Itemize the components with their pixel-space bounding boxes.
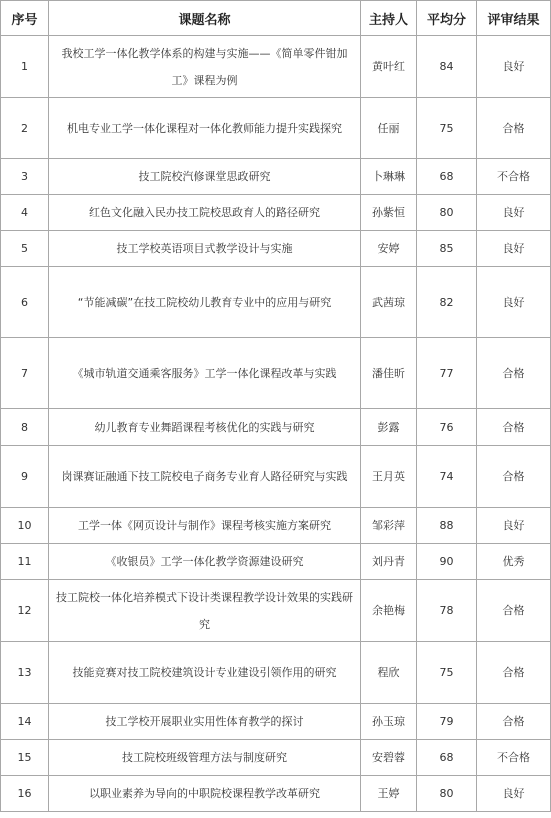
- row-host: 武茜琼: [361, 267, 417, 338]
- row-number: 3: [1, 159, 49, 195]
- row-score: 90: [417, 544, 477, 580]
- row-number: 12: [1, 580, 49, 642]
- header-result: 评审结果: [477, 1, 551, 36]
- table-row: [1, 704, 551, 740]
- row-score: 68: [417, 740, 477, 776]
- row-score: 79: [417, 704, 477, 740]
- row-result: 良好: [477, 231, 551, 267]
- row-result: 优秀: [477, 544, 551, 580]
- row-host: 卜琳琳: [361, 159, 417, 195]
- row-result: 合格: [477, 580, 551, 642]
- table-row: [1, 195, 551, 231]
- row-score: 82: [417, 267, 477, 338]
- row-title: 工学一体《网页设计与制作》课程考核实施方案研究: [49, 508, 361, 544]
- row-number: 11: [1, 544, 49, 580]
- table-body: [1, 36, 551, 812]
- table-row: [1, 642, 551, 704]
- row-host: 程欣: [361, 642, 417, 704]
- row-number: 6: [1, 267, 49, 338]
- table-row: [1, 231, 551, 267]
- row-number: 7: [1, 338, 49, 409]
- row-title: 红色文化融入民办技工院校思政育人的路径研究: [49, 195, 361, 231]
- row-number: 2: [1, 98, 49, 159]
- row-host: 王婷: [361, 776, 417, 812]
- row-host: 安碧蓉: [361, 740, 417, 776]
- table-row: [1, 98, 551, 159]
- row-title: 技工院校班级管理方法与制度研究: [49, 740, 361, 776]
- table-row: [1, 338, 551, 409]
- row-score: 74: [417, 446, 477, 508]
- row-number: 1: [1, 36, 49, 98]
- row-result: 合格: [477, 642, 551, 704]
- row-title: 机电专业工学一体化课程对一体化教师能力提升实践探究: [49, 98, 361, 159]
- table-row: [1, 446, 551, 508]
- table-row: [1, 409, 551, 446]
- row-host: 刘丹青: [361, 544, 417, 580]
- row-number: 5: [1, 231, 49, 267]
- row-host: 王月英: [361, 446, 417, 508]
- table-row: [1, 776, 551, 812]
- row-number: 13: [1, 642, 49, 704]
- row-result: 合格: [477, 98, 551, 159]
- row-score: 75: [417, 98, 477, 159]
- row-title: 技能竞赛对技工院校建筑设计专业建设引领作用的研究: [49, 642, 361, 704]
- row-result: 不合格: [477, 159, 551, 195]
- row-score: 76: [417, 409, 477, 446]
- row-title: 我校工学一体化教学体系的构建与实施——《简单零件钳加工》课程为例: [49, 36, 361, 98]
- row-score: 85: [417, 231, 477, 267]
- row-title: 技工院校汽修课堂思政研究: [49, 159, 361, 195]
- row-host: 任丽: [361, 98, 417, 159]
- table-row: [1, 36, 551, 98]
- row-number: 8: [1, 409, 49, 446]
- row-number: 15: [1, 740, 49, 776]
- row-score: 75: [417, 642, 477, 704]
- row-title: 技工院校一体化培养模式下设计类课程教学设计效果的实践研究: [49, 580, 361, 642]
- row-title: 技工学校开展职业实用性体育教学的探讨: [49, 704, 361, 740]
- table-row: [1, 740, 551, 776]
- row-title: 以职业素养为导向的中职院校课程教学改革研究: [49, 776, 361, 812]
- row-score: 68: [417, 159, 477, 195]
- header-host: 主持人: [361, 1, 417, 36]
- row-result: 合格: [477, 409, 551, 446]
- row-score: 80: [417, 195, 477, 231]
- row-result: 良好: [477, 776, 551, 812]
- header-score: 平均分: [417, 1, 477, 36]
- table-row: [1, 159, 551, 195]
- row-score: 88: [417, 508, 477, 544]
- row-number: 9: [1, 446, 49, 508]
- row-host: 彭露: [361, 409, 417, 446]
- header-title: 课题名称: [49, 1, 361, 36]
- row-number: 4: [1, 195, 49, 231]
- table-row: [1, 508, 551, 544]
- row-title: 《收银员》工学一体化教学资源建设研究: [49, 544, 361, 580]
- row-number: 10: [1, 508, 49, 544]
- row-host: 孙紫恒: [361, 195, 417, 231]
- header-no: 序号: [1, 1, 49, 36]
- row-score: 77: [417, 338, 477, 409]
- row-score: 80: [417, 776, 477, 812]
- row-result: 良好: [477, 267, 551, 338]
- row-host: 黄叶红: [361, 36, 417, 98]
- row-result: 合格: [477, 704, 551, 740]
- row-number: 14: [1, 704, 49, 740]
- row-title: 岗课赛证融通下技工院校电子商务专业育人路径研究与实践: [49, 446, 361, 508]
- row-title: 幼儿教育专业舞蹈课程考核优化的实践与研究: [49, 409, 361, 446]
- row-result: 不合格: [477, 740, 551, 776]
- row-score: 78: [417, 580, 477, 642]
- row-result: 良好: [477, 508, 551, 544]
- row-result: 合格: [477, 446, 551, 508]
- row-title: “节能减碳”在技工院校幼儿教育专业中的应用与研究: [49, 267, 361, 338]
- table-row: [1, 580, 551, 642]
- table-row: [1, 544, 551, 580]
- row-host: 安婷: [361, 231, 417, 267]
- row-host: 邹彩萍: [361, 508, 417, 544]
- row-title: 《城市轨道交通乘客服务》工学一体化课程改革与实践: [49, 338, 361, 409]
- row-host: 潘佳昕: [361, 338, 417, 409]
- row-host: 孙玉琼: [361, 704, 417, 740]
- row-number: 16: [1, 776, 49, 812]
- row-score: 84: [417, 36, 477, 98]
- row-title: 技工学校英语项目式教学设计与实施: [49, 231, 361, 267]
- row-result: 良好: [477, 36, 551, 98]
- row-host: 余艳梅: [361, 580, 417, 642]
- table-row: [1, 267, 551, 338]
- row-result: 良好: [477, 195, 551, 231]
- header-row: [1, 1, 551, 36]
- row-result: 合格: [477, 338, 551, 409]
